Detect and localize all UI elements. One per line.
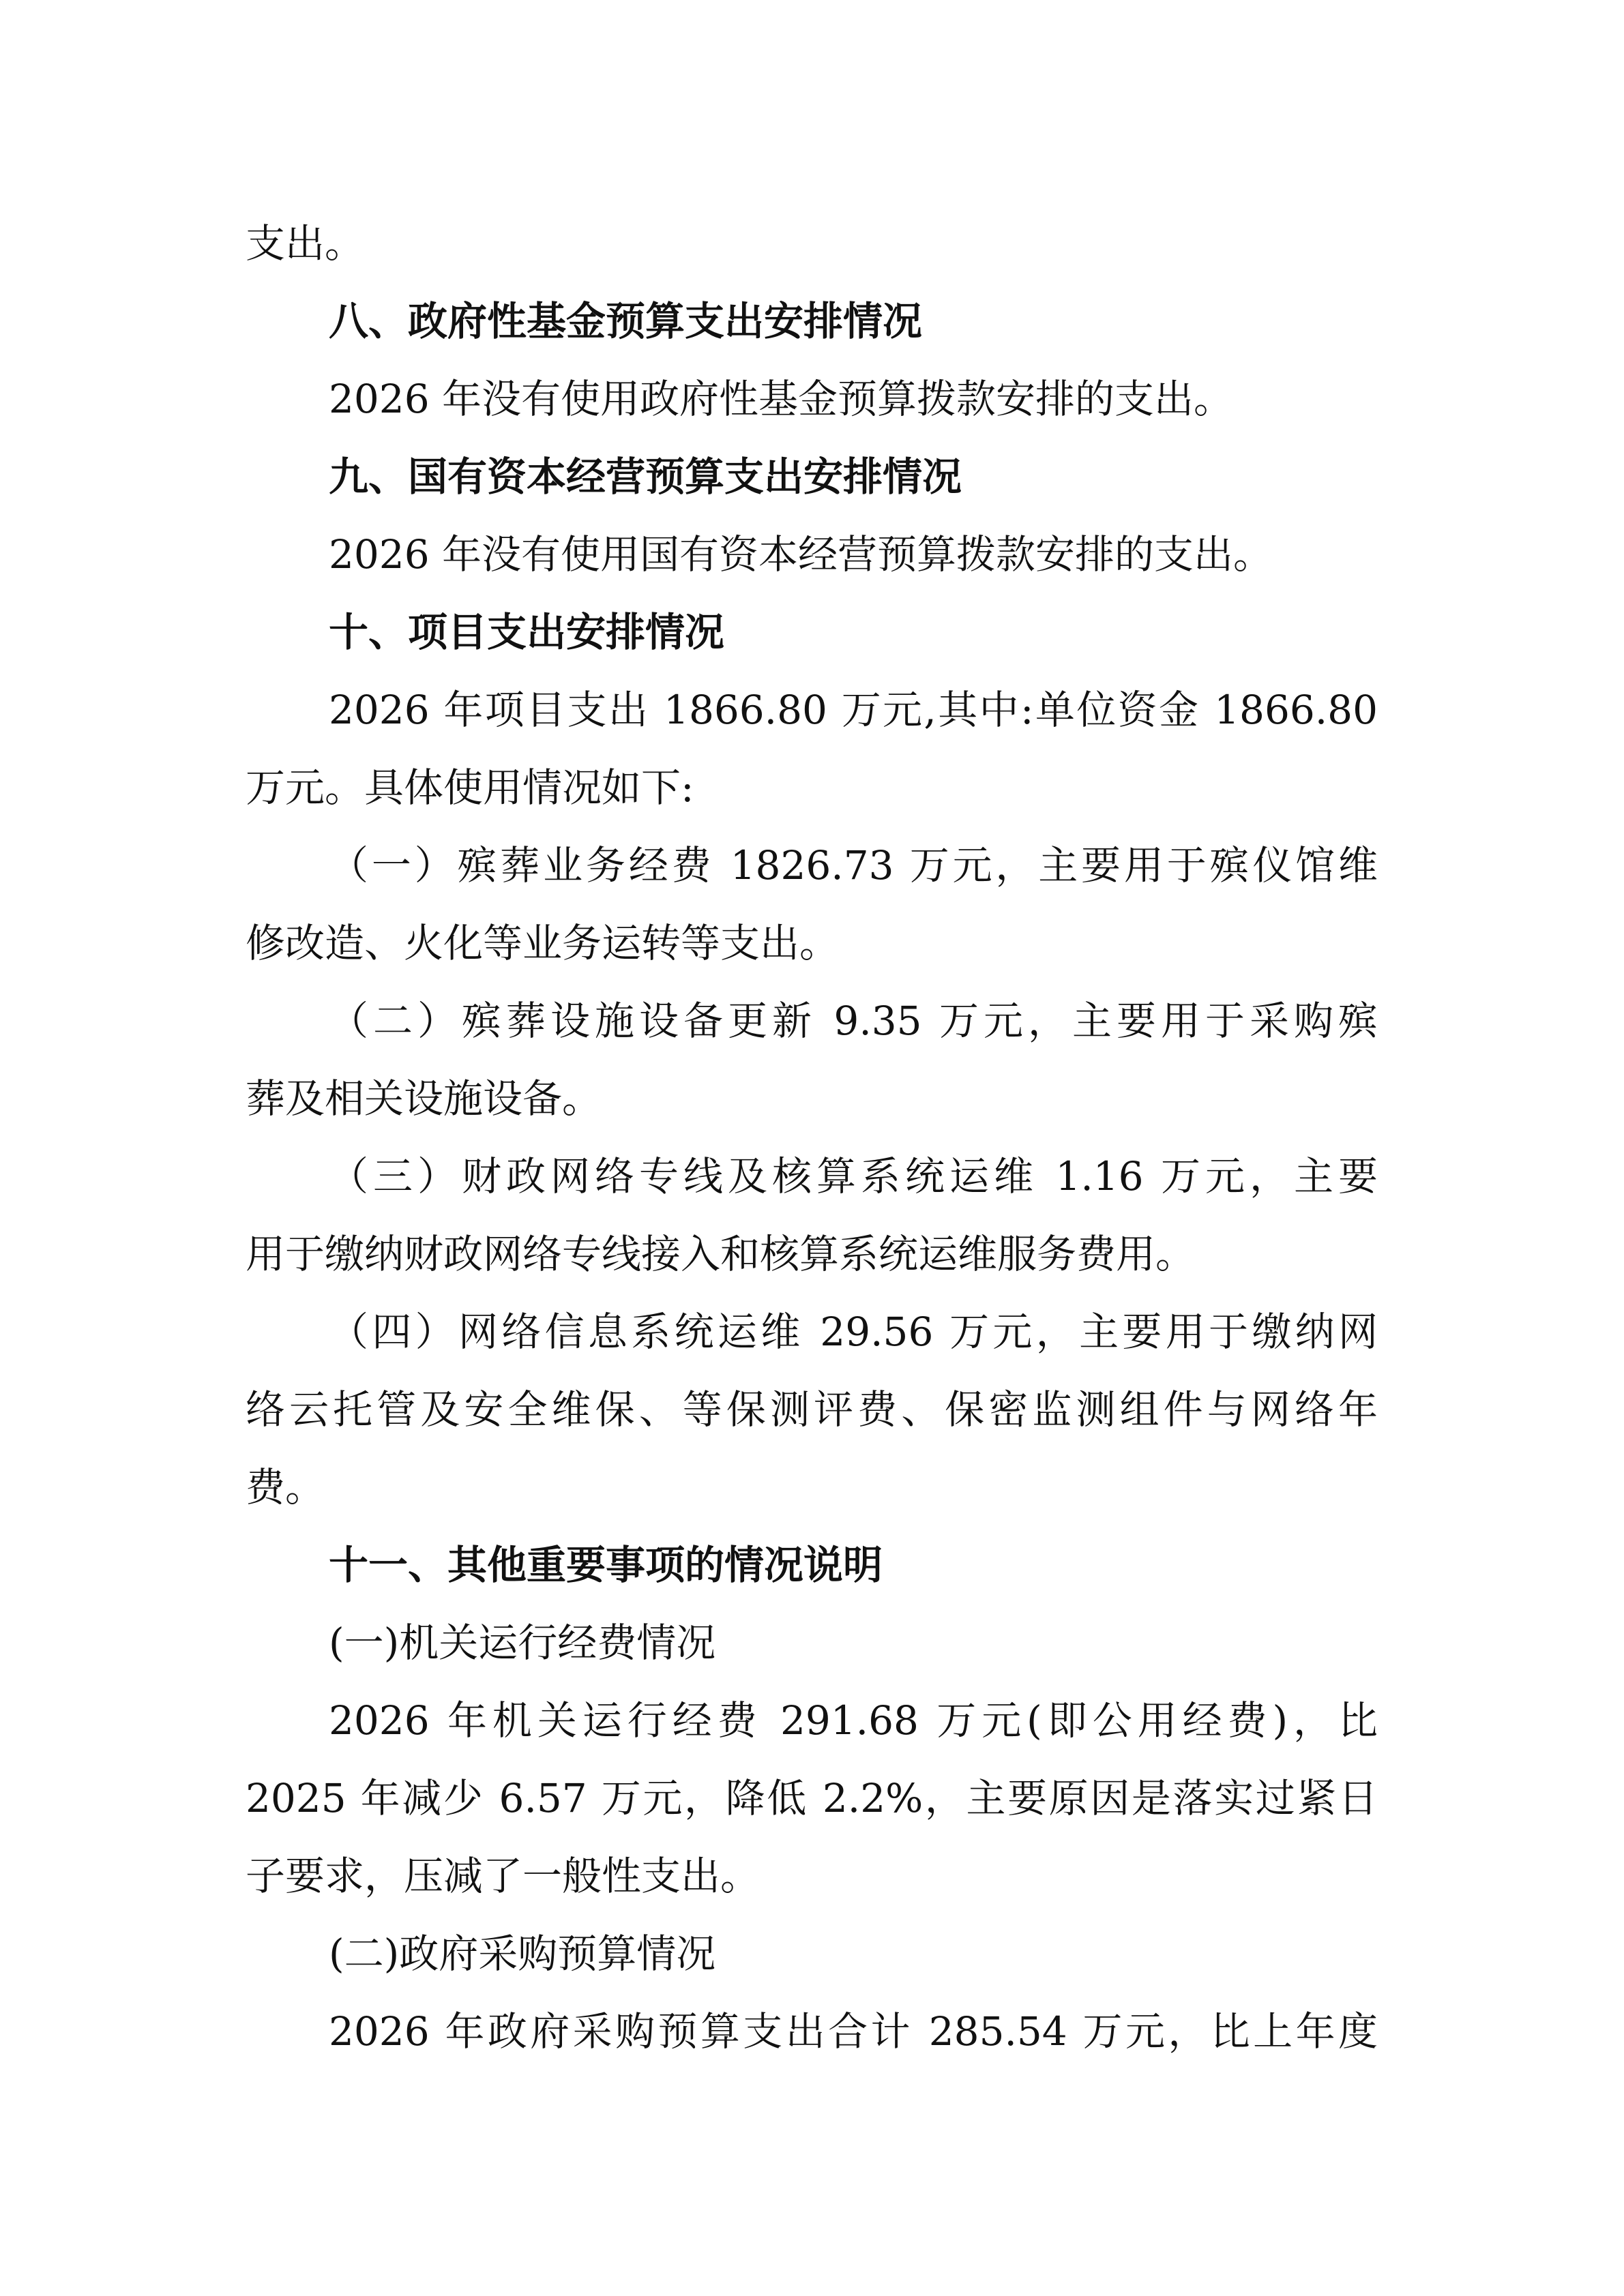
operating-cost-line2: 2025 年减少 6.57 万元，降低 2.2%，主要原因是落实过紧日 [246,1775,1378,1821]
subheading-operating-cost: (一)机关运行经费情况 [329,1620,716,1666]
item-4-line2: 络云托管及安全维保、等保测评费、保密监测组件与网络年 [246,1386,1378,1433]
paragraph-project-expense-line2: 万元。具体使用情况如下: [246,764,694,811]
paragraph-gov-fund: 2026 年没有使用政府性基金预算拨款安排的支出。 [329,376,1234,422]
item-3-line1: （三）财政网络专线及核算系统运维 1.16 万元，主要 [329,1153,1378,1199]
procurement-line1: 2026 年政府采购预算支出合计 285.54 万元，比上年度 [329,2008,1378,2055]
item-1-line2: 修改造、火化等业务运转等支出。 [246,920,840,966]
operating-cost-line3: 子要求，压减了一般性支出。 [246,1853,761,1899]
item-1-line1: （一）殡葬业务经费 1826.73 万元，主要用于殡仪馆维 [329,842,1378,889]
paragraph-state-capital: 2026 年没有使用国有资本经营预算拨款安排的支出。 [329,531,1273,578]
item-2-line1: （二）殡葬设施设备更新 9.35 万元，主要用于采购殡 [329,998,1378,1044]
item-2-line2: 葬及相关设施设备。 [246,1075,602,1122]
section-heading-8: 八、政府性基金预算支出安排情况 [329,298,923,344]
subheading-procurement: (二)政府采购预算情况 [329,1930,716,1977]
paragraph-continuation: 支出。 [246,220,365,267]
section-heading-10: 十、项目支出安排情况 [329,609,725,655]
item-4-line1: （四）网络信息系统运维 29.56 万元，主要用于缴纳网 [329,1309,1378,1355]
paragraph-project-expense-line1: 2026 年项目支出 1866.80 万元,其中:单位资金 1866.80 [329,687,1378,733]
operating-cost-line1: 2026 年机关运行经费 291.68 万元(即公用经费)，比 [329,1697,1378,1744]
section-heading-9: 九、国有资本经营预算支出安排情况 [329,453,962,500]
item-3-line2: 用于缴纳财政网络专线接入和核算系统运维服务费用。 [246,1231,1196,1277]
section-heading-11: 十一、其他重要事项的情况说明 [329,1542,883,1588]
item-4-line3: 费。 [246,1464,325,1510]
